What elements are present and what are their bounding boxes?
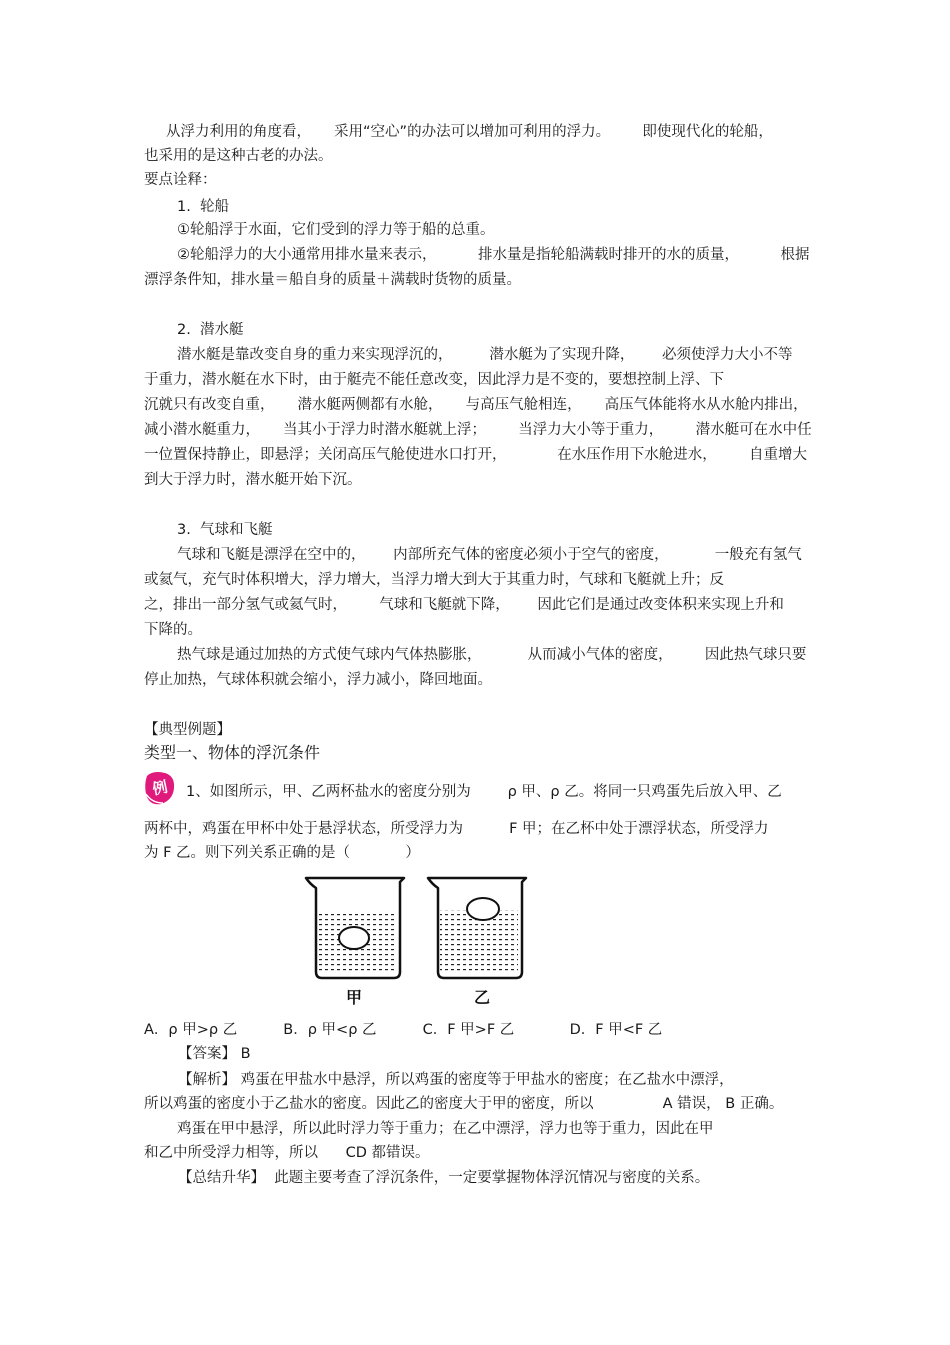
beaker-yi xyxy=(428,878,526,978)
summary: 【总结升华】 此题主要考查了浮沉条件，一定要掌握物体浮沉情况与密度的关系。 xyxy=(178,1170,710,1186)
example-badge-icon xyxy=(143,770,177,806)
analysis-line: 和乙中所受浮力相等，所以 CD 都错误。 xyxy=(144,1145,430,1161)
answer: 【答案】 B xyxy=(178,1046,251,1062)
intro-line-2: 也采用的是这种古老的办法。 xyxy=(144,148,333,164)
examples-section-label: 【典型例题】 xyxy=(144,722,231,738)
key-points-label: 要点诠释： xyxy=(144,172,217,188)
balloon-line: 气球和飞艇是漂浮在空中的， 内部所充气体的密度必须小于空气的密度， 一般充有氢气 xyxy=(177,547,802,563)
hot-air-line: 停止加热，气球体积就会缩小，浮力减小，降回地面。 xyxy=(144,672,492,688)
beaker-jia xyxy=(306,878,404,978)
submarine-line: 减小潜水艇重力， 当其小于浮力时潜水艇就上浮； 当浮力大小等于重力， 潜水艇可在水中任 xyxy=(144,422,812,438)
submarine-line: 到大于浮力时，潜水艇开始下沉。 xyxy=(144,472,362,488)
submarine-line: 沉就只有改变自重， 潜水艇两侧都有水舱， 与高压气舱相连， 高压气体能将水从水舱内排出， xyxy=(144,397,808,413)
cup-label-yi: 乙 xyxy=(473,988,491,1007)
balloon-line: 或氦气，充气时体积增大，浮力增大，当浮力增大到大于其重力时，气球和飞艇就上升；反 xyxy=(144,572,724,588)
analysis-line: 鸡蛋在甲中悬浮，所以此时浮力等于重力；在乙中漂浮，浮力也等于重力，因此在甲 xyxy=(177,1121,714,1137)
balloon-title: 3. 气球和飞艇 xyxy=(177,522,273,538)
analysis-line: 所以鸡蛋的密度小于乙盐水的密度。因此乙的密度大于甲的密度，所以 A 错误， B 正确。 xyxy=(144,1096,784,1112)
type-title: 类型一、物体的浮沉条件 xyxy=(144,743,321,762)
submarine-line: 潜水艇是靠改变自身的重力来实现浮沉的， 潜水艇为了实现升降， 必须使浮力大小不等 xyxy=(177,347,793,363)
answer-options: A．ρ 甲>ρ 乙 B．ρ 甲<ρ 乙 C．F 甲>F 乙 D．F 甲<F 乙 xyxy=(144,1022,663,1038)
ship-point-2b: 漂浮条件知，排水量＝船自身的质量＋满载时货物的质量。 xyxy=(144,272,521,288)
hot-air-line: 热气球是通过加热的方式使气球内气体热膨胀， 从而减小气体的密度， 因此热气球只要 xyxy=(177,647,807,663)
ship-title: 1. 轮船 xyxy=(177,199,230,215)
ship-point-1: ①轮船浮于水面，它们受到的浮力等于船的总重。 xyxy=(177,222,495,238)
ship-point-2a: ②轮船浮力的大小通常用排水量来表示， 排水量是指轮船满载时排开的水的质量， 根据 xyxy=(177,247,810,263)
beakers-diagram xyxy=(300,872,530,1012)
balloon-line: 之，排出一部分氢气或氦气时， 气球和飞艇就下降， 因此它们是通过改变体积来实现上升和 xyxy=(144,597,784,613)
example-badge-char: 例 xyxy=(150,777,170,799)
submarine-title: 2. 潜水艇 xyxy=(177,322,244,338)
question-line-1: 1、如图所示，甲、乙两杯盐水的密度分别为 ρ 甲、ρ 乙。将同一只鸡蛋先后放入甲、乙 xyxy=(186,784,782,800)
question-line-3: 为 F 乙。则下列关系正确的是（ ） xyxy=(144,845,420,861)
cup-label-jia: 甲 xyxy=(345,988,363,1007)
submarine-line: 于重力，潜水艇在水下时，由于艇壳不能任意改变，因此浮力是不变的，要想控制上浮、下 xyxy=(144,372,724,388)
question-line-2: 两杯中，鸡蛋在甲杯中处于悬浮状态，所受浮力为 F 甲；在乙杯中处于漂浮状态，所受浮力 xyxy=(144,821,769,837)
analysis-line: 【解析】 鸡蛋在甲盐水中悬浮，所以鸡蛋的密度等于甲盐水的密度；在乙盐水中漂浮， xyxy=(178,1072,734,1088)
intro-line-1: 从浮力利用的角度看， 采用“空心”的办法可以增加可利用的浮力。 即使现代化的轮船， xyxy=(166,124,773,140)
submarine-line: 一位置保持静止，即悬浮；关闭高压气舱使进水口打开， 在水压作用下水舱进水， 自重增大 xyxy=(144,447,807,463)
balloon-line: 下降的。 xyxy=(144,622,202,638)
